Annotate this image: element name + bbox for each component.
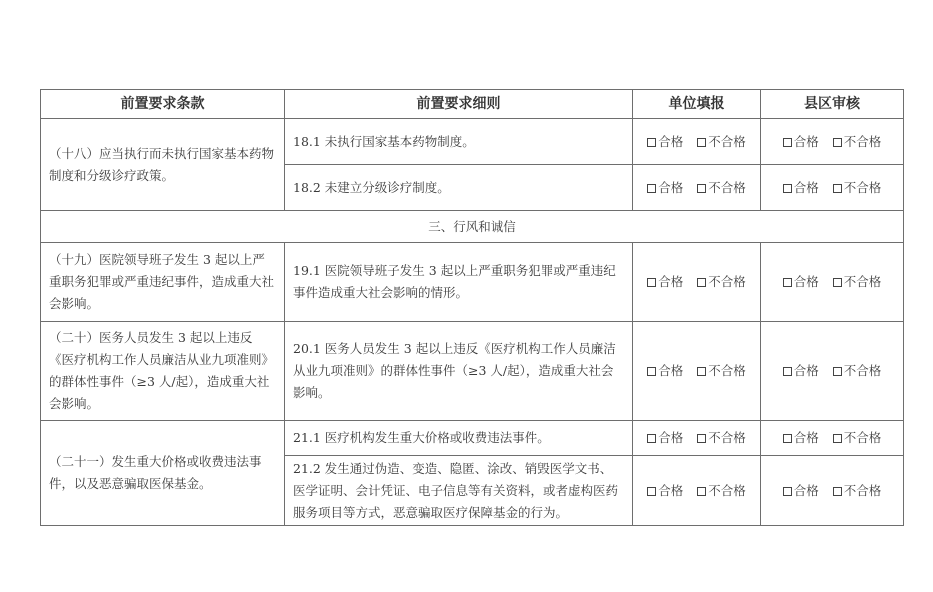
checkbox-icon[interactable]	[783, 487, 792, 496]
pass-option[interactable]: 合格	[647, 271, 683, 293]
fail-option[interactable]: 不合格	[833, 480, 882, 502]
pass-option[interactable]: 合格	[647, 480, 683, 502]
detail-18-1: 18.1 未执行国家基本药物制度。	[285, 119, 633, 165]
checkbox-icon[interactable]	[783, 434, 792, 443]
detail-21-2: 21.2 发生通过伪造、变造、隐匿、涂改、销毁医学文书、医学证明、会计凭证、电子信息等有关资料，或者虚构医药服务项目等方式，恶意骗取医疗保障基金的行为。	[285, 456, 633, 526]
checkbox-icon[interactable]	[697, 367, 706, 376]
table-row	[41, 119, 904, 165]
checkbox-icon[interactable]	[833, 434, 842, 443]
checkbox-icon[interactable]	[647, 138, 656, 147]
header-clause: 前置要求条款	[41, 90, 285, 119]
fail-option[interactable]: 不合格	[833, 177, 882, 199]
requirements-table	[40, 89, 904, 526]
table-row	[41, 322, 904, 421]
checkbox-icon[interactable]	[697, 184, 706, 193]
pass-option[interactable]: 合格	[783, 360, 819, 382]
checkbox-icon[interactable]	[833, 138, 842, 147]
table-row	[41, 243, 904, 322]
section-title: 三、行风和诚信	[41, 211, 904, 243]
checkbox-icon[interactable]	[697, 138, 706, 147]
unit-check-21-1	[633, 421, 761, 456]
fail-option[interactable]: 不合格	[697, 271, 746, 293]
checkbox-icon[interactable]	[647, 487, 656, 496]
checkbox-icon[interactable]	[783, 184, 792, 193]
fail-option[interactable]: 不合格	[833, 271, 882, 293]
checkbox-icon[interactable]	[647, 184, 656, 193]
fail-option[interactable]: 不合格	[697, 177, 746, 199]
fail-option[interactable]: 不合格	[697, 427, 746, 449]
detail-20-1: 20.1 医务人员发生 3 起以上违反《医疗机构工作人员廉洁从业九项准则》的群体性事件（≥3 人/起），造成重大社会影响。	[285, 322, 633, 421]
checkbox-icon[interactable]	[783, 367, 792, 376]
county-check-19-1	[761, 243, 904, 322]
checkbox-icon[interactable]	[697, 487, 706, 496]
pass-option[interactable]: 合格	[647, 177, 683, 199]
fail-option[interactable]: 不合格	[697, 131, 746, 153]
header-row	[41, 90, 904, 119]
clause-19: （十九）医院领导班子发生 3 起以上严重职务犯罪或严重违纪事件，造成重大社会影响。	[41, 243, 285, 322]
pass-option[interactable]: 合格	[783, 271, 819, 293]
section-row	[41, 211, 904, 243]
checkbox-icon[interactable]	[647, 367, 656, 376]
checkbox-icon[interactable]	[783, 278, 792, 287]
checkbox-icon[interactable]	[783, 138, 792, 147]
clause-18: （十八）应当执行而未执行国家基本药物制度和分级诊疗政策。	[41, 119, 285, 211]
unit-check-21-2	[633, 456, 761, 526]
pass-option[interactable]: 合格	[647, 360, 683, 382]
checkbox-icon[interactable]	[833, 278, 842, 287]
checkbox-icon[interactable]	[697, 278, 706, 287]
fail-option[interactable]: 不合格	[697, 360, 746, 382]
clause-21: （二十一）发生重大价格或收费违法事件，以及恶意骗取医保基金。	[41, 421, 285, 526]
detail-18-2: 18.2 未建立分级诊疗制度。	[285, 165, 633, 211]
pass-option[interactable]: 合格	[783, 131, 819, 153]
detail-21-1: 21.1 医疗机构发生重大价格或收费违法事件。	[285, 421, 633, 456]
unit-check-18-2	[633, 165, 761, 211]
checkbox-icon[interactable]	[833, 184, 842, 193]
detail-19-1: 19.1 医院领导班子发生 3 起以上严重职务犯罪或严重违纪事件造成重大社会影响的情形。	[285, 243, 633, 322]
pass-option[interactable]: 合格	[647, 131, 683, 153]
clause-20: （二十）医务人员发生 3 起以上违反《医疗机构工作人员廉洁从业九项准则》的群体性事件（≥3 人/起），造成重大社会影响。	[41, 322, 285, 421]
county-check-18-1	[761, 119, 904, 165]
checkbox-icon[interactable]	[647, 434, 656, 443]
unit-check-20-1	[633, 322, 761, 421]
pass-option[interactable]: 合格	[783, 427, 819, 449]
checkbox-icon[interactable]	[647, 278, 656, 287]
pass-option[interactable]: 合格	[783, 177, 819, 199]
checkbox-icon[interactable]	[833, 367, 842, 376]
table-row	[41, 421, 904, 456]
unit-check-19-1	[633, 243, 761, 322]
fail-option[interactable]: 不合格	[833, 427, 882, 449]
county-check-21-1	[761, 421, 904, 456]
pass-option[interactable]: 合格	[783, 480, 819, 502]
fail-option[interactable]: 不合格	[833, 360, 882, 382]
county-check-21-2	[761, 456, 904, 526]
county-check-18-2	[761, 165, 904, 211]
header-detail: 前置要求细则	[285, 90, 633, 119]
fail-option[interactable]: 不合格	[697, 480, 746, 502]
unit-check-18-1	[633, 119, 761, 165]
checkbox-icon[interactable]	[833, 487, 842, 496]
pass-option[interactable]: 合格	[647, 427, 683, 449]
header-county-review: 县区审核	[761, 90, 904, 119]
county-check-20-1	[761, 322, 904, 421]
checkbox-icon[interactable]	[697, 434, 706, 443]
header-unit-fill: 单位填报	[633, 90, 761, 119]
fail-option[interactable]: 不合格	[833, 131, 882, 153]
